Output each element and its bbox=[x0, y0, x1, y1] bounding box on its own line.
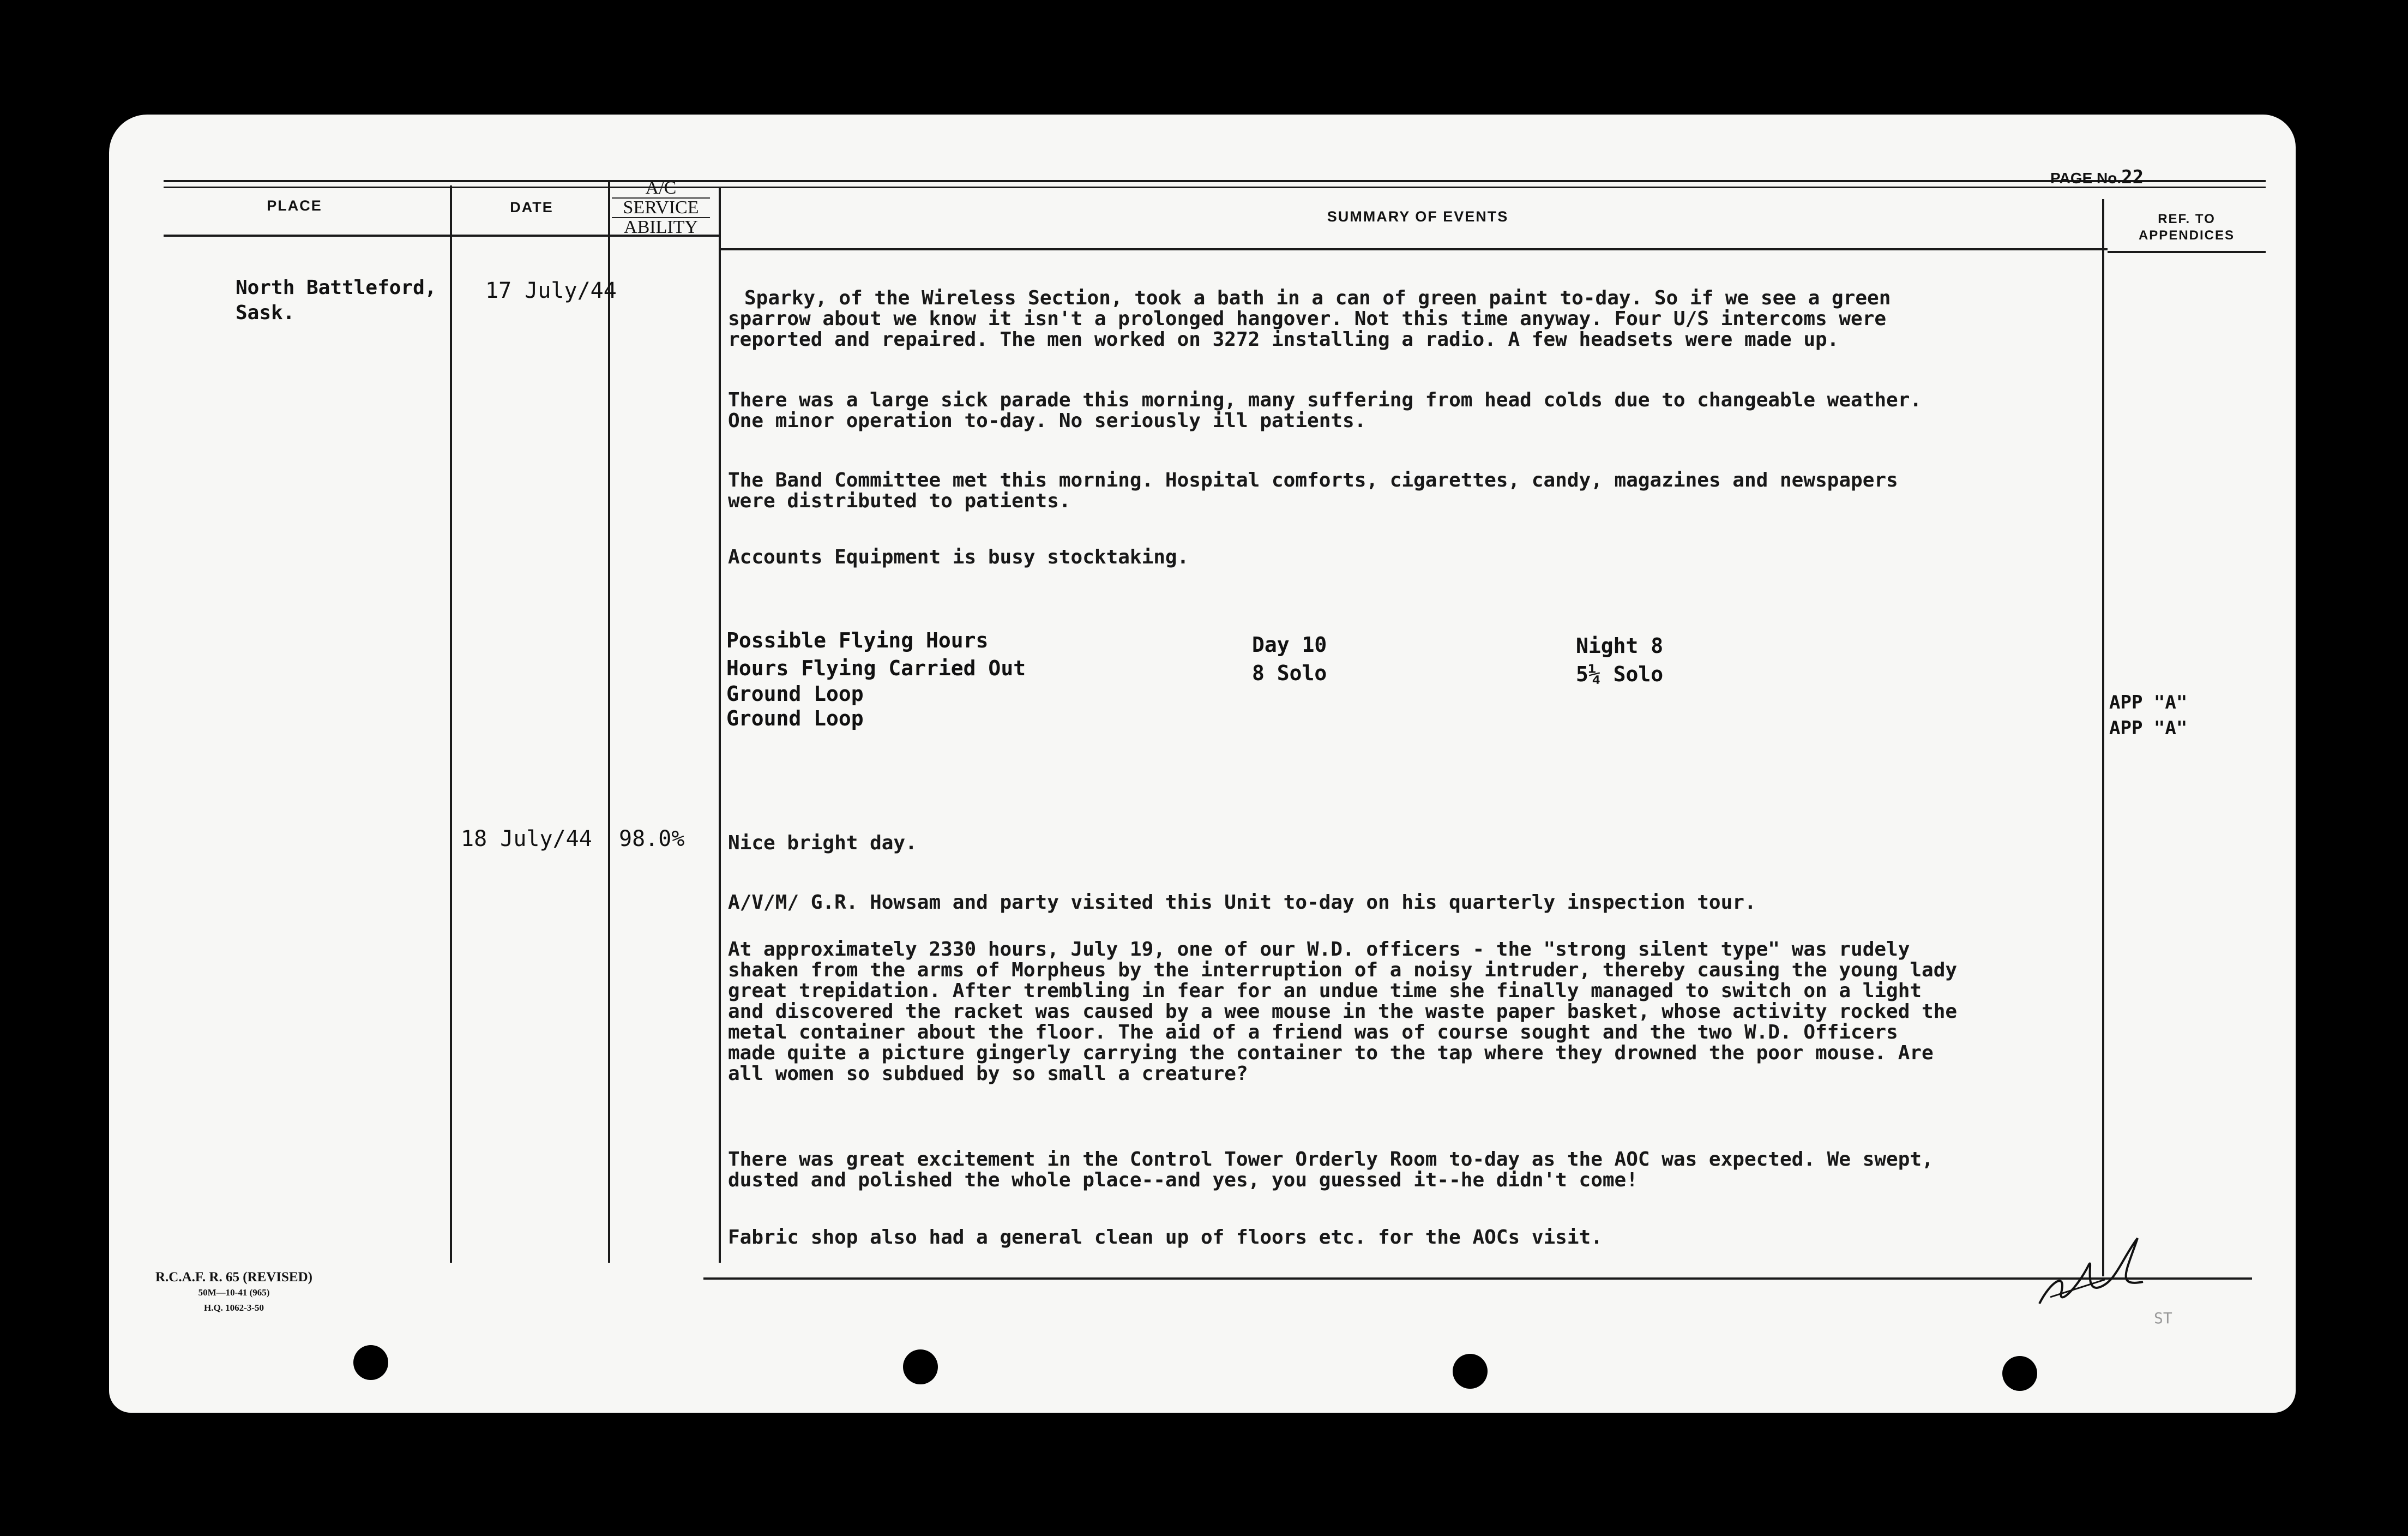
entry1-ref2: APP "A" bbox=[2109, 717, 2188, 739]
flying-row2-day: 8 Solo bbox=[1252, 661, 1327, 685]
entry2-serviceability: 98.0% bbox=[619, 826, 685, 851]
page-label: PAGE No. bbox=[2050, 170, 2122, 187]
header-place: PLACE bbox=[267, 197, 322, 214]
binder-hole-1 bbox=[353, 1345, 388, 1380]
header-bottom-rule-ref bbox=[2108, 251, 2266, 253]
entry2-date: 18 July/44 bbox=[461, 826, 592, 851]
top-rule-2 bbox=[164, 187, 2266, 188]
footer-form-number: R.C.A.F. R. 65 (REVISED) bbox=[155, 1270, 312, 1285]
flying-row1-day: Day 10 bbox=[1252, 633, 1327, 657]
binder-hole-4 bbox=[2002, 1356, 2037, 1391]
entry1-ref1: APP "A" bbox=[2109, 692, 2188, 713]
form-footer bbox=[155, 1270, 312, 1316]
entry2-para4: There was great excitement in the Control Tower Orderly Room to-day as the AOC was expected. We swept, dusted and polished the whole place--and yes, you guessed it--he didn't come! bbox=[728, 1148, 1934, 1191]
page-number-value: 22 bbox=[2121, 166, 2144, 188]
header-ac-line3: ABILITY bbox=[624, 217, 698, 237]
flying-row3-label: Ground Loop bbox=[726, 682, 864, 706]
footer-hq-code: H.Q. 1062-3-50 bbox=[203, 1303, 264, 1313]
entry2-para1: Nice bright day. bbox=[728, 832, 917, 854]
entry1-place: North Battleford, Sask. bbox=[236, 277, 437, 324]
header-summary: SUMMARY OF EVENTS bbox=[1327, 208, 1509, 225]
entry2-para2: A/V/M/ G.R. Howsam and party visited this Unit to-day on his quarterly inspection tour. bbox=[728, 891, 1756, 914]
date-ac-divider bbox=[608, 180, 610, 1263]
header-ref: REF. TO APPENDICES bbox=[2138, 212, 2235, 243]
entry1-para4: Accounts Equipment is busy stocktaking. bbox=[728, 546, 1189, 568]
flying-row2-night: 5¼ Solo bbox=[1576, 662, 1664, 686]
entry2-para5: Fabric shop also had a general clean up of floors etc. for the AOCs visit. bbox=[728, 1226, 1603, 1249]
entry1-para1: Sparky, of the Wireless Section, took a bath in a can of green paint to-day. So if we see a green sparrow about we know it isn't a prolonged hangover. Not this time anyway. Four U/S intercoms were reported and repaired. The men worked on 3272 installing a radio. A few headsets were made up. bbox=[728, 287, 1891, 351]
entry1-para3: The Band Committee met this morning. Hospital comforts, cigarettes, candy, magazines and newspapers were distributed to patients. bbox=[728, 469, 1898, 512]
binder-hole-3 bbox=[1453, 1354, 1488, 1389]
header-ac-line1: A/C bbox=[612, 179, 710, 199]
flying-row1-night: Night 8 bbox=[1576, 634, 1664, 658]
stamp-mark: ST bbox=[2154, 1309, 2172, 1327]
entry1-date: 17 July/44 bbox=[485, 278, 617, 303]
flying-row2-label: Hours Flying Carried Out bbox=[726, 656, 1026, 680]
header-ac-line2: SERVICE bbox=[612, 199, 710, 218]
entry2-para3: At approximately 2330 hours, July 19, one of our W.D. officers - the "strong silent type" was rudely shaken from the arms of Morpheus by the interruption of a noisy intruder, thereby causing the young lady great trepidation. After trembling in fear for an undue time she finally managed to switch on a light and discovered the racket was caused by a wee mouse in the waste paper basket, whose activity rocked the metal container about the floor. The aid of a friend was of course sought and the two W.D. Officers made quite a picture gingerly carrying the container to the tap where they drowned the poor mouse. Are all women so subdued by so small a creature? bbox=[728, 938, 1958, 1085]
signature-initials bbox=[2028, 1227, 2170, 1315]
flying-row1-label: Possible Flying Hours bbox=[726, 628, 989, 652]
summary-ref-divider bbox=[2102, 199, 2104, 1276]
flying-row4-label: Ground Loop bbox=[726, 706, 864, 730]
binder-hole-2 bbox=[903, 1349, 938, 1384]
entry1-para2: There was a large sick parade this morning, many suffering from head colds due to changeable weather. One minor operation to-day. No seriously ill patients. bbox=[728, 389, 1922, 432]
bottom-rule bbox=[703, 1277, 2252, 1280]
top-rule bbox=[164, 180, 2266, 182]
place-date-divider bbox=[450, 185, 452, 1263]
header-ac-serviceability bbox=[612, 179, 710, 237]
footer-print-code: 50M—10-41 (965) bbox=[198, 1287, 270, 1298]
page-number bbox=[2050, 166, 2144, 188]
header-date: DATE bbox=[510, 199, 553, 215]
header-bottom-rule-summary bbox=[720, 248, 2108, 250]
ac-summary-divider bbox=[719, 188, 721, 1263]
